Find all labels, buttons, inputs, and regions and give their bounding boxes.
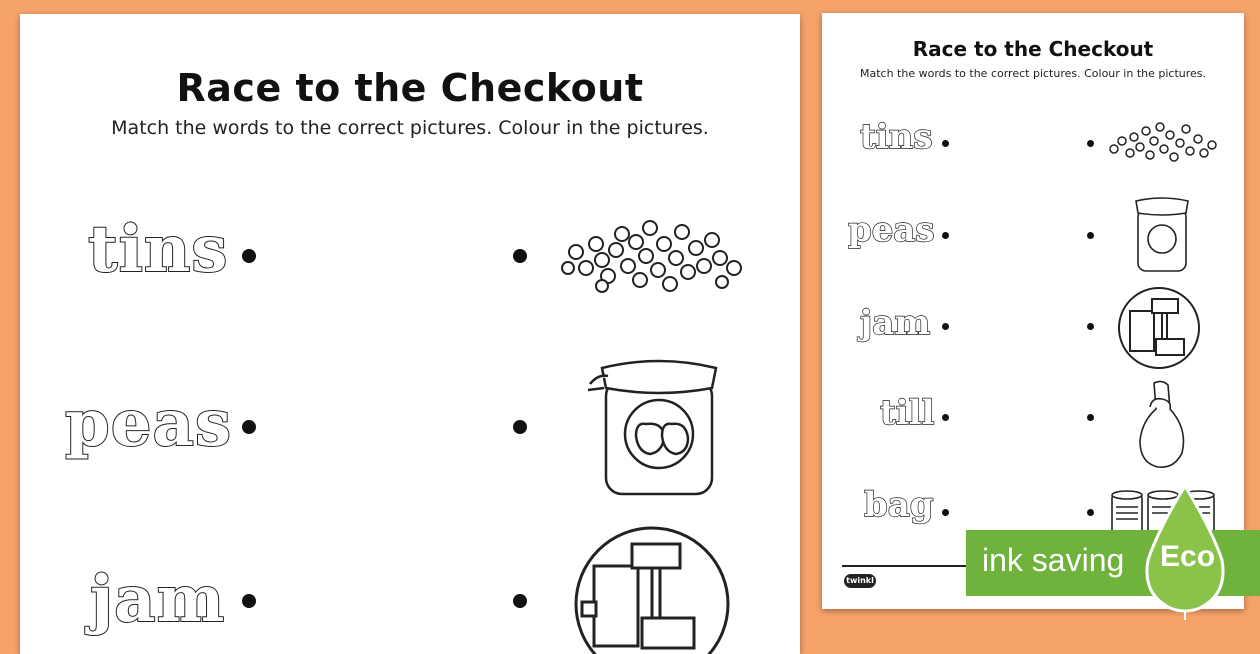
till-icon-small [1116,285,1202,371]
match-dot [513,594,527,608]
match-dot [942,509,949,516]
word-jam-small: jam [860,303,931,343]
worksheet-instructions: Match the words to the correct pictures. Colour in the pictures. [111,117,709,139]
match-dot [242,594,256,608]
ink-saving-label: ink saving [982,542,1125,578]
match-dot [1087,323,1094,330]
word-jam: jam [90,562,226,637]
match-dot [1087,140,1094,147]
match-dot [513,249,527,263]
worksheet-title-small: Race to the Checkout [912,37,1154,61]
worksheet-preview-large [20,14,800,654]
peas-icon-small [1104,119,1220,165]
brand-logo: twinkl [844,574,876,588]
match-dot [1087,232,1094,239]
match-dot [942,140,949,147]
worksheet-instructions-small: Match the words to the correct pictures. Colour in the pictures. [859,67,1207,80]
match-dot [942,232,949,239]
word-peas: peas [65,386,232,461]
word-peas-small: peas [848,210,935,250]
eco-label: Eco [1160,540,1216,573]
match-dot [1087,414,1094,421]
match-dot [513,420,527,434]
worksheet-title: Race to the Checkout [176,66,644,110]
carrier-bag-icon [1132,379,1192,471]
match-dot [942,323,949,330]
match-dot [242,249,256,263]
word-bag-small: bag [864,485,934,525]
word-tins: tins [88,212,229,287]
till-icon [572,522,732,654]
match-dot [1087,509,1094,516]
jam-jar-icon-small [1126,195,1196,275]
jam-jar-icon [580,354,730,504]
match-dot [242,420,256,434]
peas-icon [546,210,756,300]
match-dot [942,414,949,421]
word-tins-small: tins [860,117,933,157]
word-till-small: till [880,393,935,433]
